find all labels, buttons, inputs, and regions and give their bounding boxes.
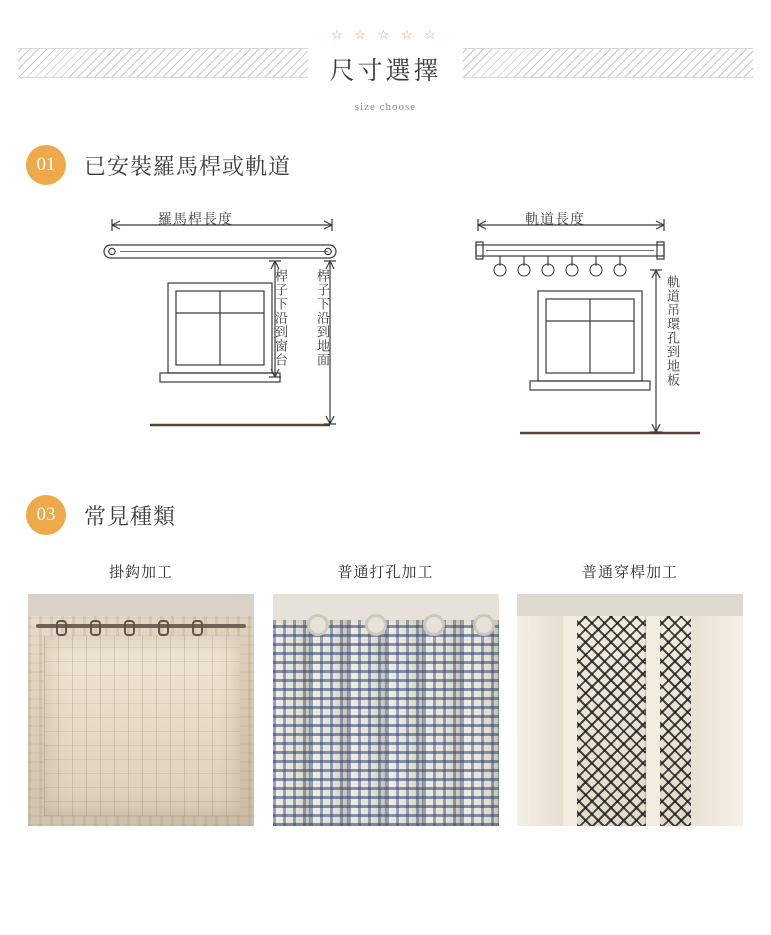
curtain-geometric-column: [577, 616, 646, 826]
page-title: 尺寸選擇: [321, 51, 449, 87]
curtain-pleat: [273, 620, 311, 826]
curtain-rod: [36, 624, 246, 628]
label-rod-length: 羅馬桿長度: [158, 212, 233, 228]
grommet-icon: [423, 614, 445, 636]
gallery-item: [517, 561, 743, 826]
section-heading-03: [0, 495, 771, 535]
section-title-03: 常見種類: [84, 504, 177, 530]
curtain-ring: [158, 620, 169, 636]
curtain-panel: [273, 620, 499, 826]
gallery-item: [28, 561, 254, 826]
stars-decoration: ☆ ☆ ☆ ☆ ☆: [331, 27, 440, 42]
header-center: [256, 28, 516, 113]
gallery-caption: 普通打孔加工: [337, 563, 434, 581]
grommet-icon: [473, 614, 495, 636]
types-gallery: [0, 561, 771, 826]
curtain-line-column: [646, 616, 660, 826]
curtain-ring: [124, 620, 135, 636]
curtain-plain-column: [517, 616, 563, 826]
page-subtitle: size choose: [354, 101, 417, 113]
curtain-ring: [90, 620, 101, 636]
diagram-svg: [0, 195, 771, 485]
gallery-caption: 普通穿桿加工: [581, 563, 678, 581]
label-rod-to-floor: 桿子下沿到地面: [314, 269, 329, 367]
gallery-caption: 掛鈎加工: [108, 563, 173, 581]
curtain-ring: [56, 620, 67, 636]
label-track-ring-to-floor: 軌道吊環孔到地板: [664, 275, 679, 387]
curtain-plain-column: [691, 616, 743, 826]
curtain-ring: [192, 620, 203, 636]
gallery-item: [273, 561, 499, 826]
curtain-pleat: [348, 620, 386, 826]
curtain-line-column: [563, 616, 577, 826]
section-title-01: 已安裝羅馬桿或軌道: [84, 154, 292, 180]
section-badge-03: 03: [26, 495, 66, 535]
measurement-diagrams: [0, 195, 771, 485]
photo-hook-processing: [28, 594, 254, 826]
curtain-fabric: [44, 636, 240, 816]
curtain-pleat: [423, 620, 461, 826]
section-badge-01: 01: [26, 145, 66, 185]
curtain-pleat: [461, 620, 499, 826]
curtain-pleat: [310, 620, 348, 826]
photo-grommet-processing: [273, 594, 499, 826]
page-header: [0, 0, 771, 135]
label-rod-to-sill: 桿子下沿到窗台: [272, 269, 287, 367]
photo-rod-pocket-processing: [517, 594, 743, 826]
curtain-pleat: [386, 620, 424, 826]
section-heading-01: [0, 145, 771, 185]
grommet-icon: [307, 614, 329, 636]
label-track-length: 軌道長度: [525, 212, 585, 228]
grommet-icon: [365, 614, 387, 636]
